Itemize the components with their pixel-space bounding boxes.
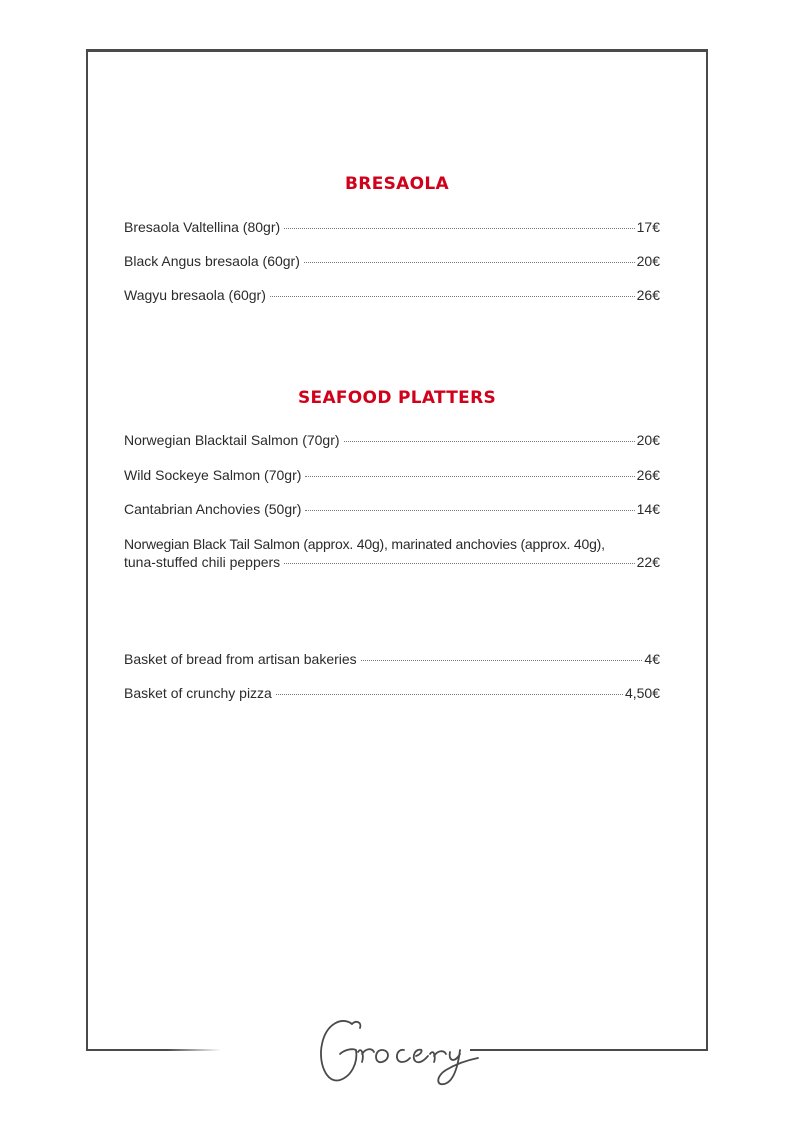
menu-item bbox=[124, 466, 660, 484]
item-name-line2: tuna-stuffed chili peppers bbox=[124, 554, 281, 570]
item-price: 26€ bbox=[636, 467, 660, 483]
item-price: 20€ bbox=[636, 253, 660, 269]
menu-item bbox=[124, 535, 660, 571]
item-price: 26€ bbox=[636, 287, 660, 303]
item-name: Wild Sockeye Salmon (70gr) bbox=[124, 467, 302, 483]
dot-leader bbox=[270, 296, 635, 297]
item-price: 4,50€ bbox=[624, 685, 660, 701]
menu-item bbox=[124, 218, 660, 236]
item-price: 17€ bbox=[636, 219, 660, 235]
menu-item bbox=[124, 684, 660, 702]
item-price: 14€ bbox=[636, 501, 660, 517]
grocery-signature-logo bbox=[312, 1010, 480, 1090]
dot-leader bbox=[305, 510, 634, 511]
frame-bottom-right-line bbox=[470, 1049, 708, 1051]
menu-item bbox=[124, 252, 660, 270]
frame-bottom-left-line bbox=[86, 1049, 221, 1051]
item-price: 20€ bbox=[636, 432, 660, 448]
dot-leader bbox=[305, 476, 634, 477]
dot-leader bbox=[284, 228, 634, 229]
dot-leader bbox=[304, 262, 635, 263]
item-name: Basket of crunchy pizza bbox=[124, 685, 272, 701]
menu-item bbox=[124, 431, 660, 449]
section-title-bresaola: BRESAOLA bbox=[345, 174, 449, 194]
menu-item bbox=[124, 650, 660, 668]
item-price: 22€ bbox=[636, 554, 660, 570]
dot-leader bbox=[361, 660, 643, 661]
dot-leader bbox=[284, 563, 634, 564]
dot-leader bbox=[344, 441, 635, 442]
menu-item bbox=[124, 286, 660, 304]
item-name-line1: Norwegian Black Tail Salmon (approx. 40g), marinated anchovies (approx. 40g), bbox=[124, 536, 605, 552]
item-name: Norwegian Blacktail Salmon (70gr) bbox=[124, 432, 340, 448]
section-title-seafood-platters: SEAFOOD PLATTERS bbox=[297, 388, 497, 408]
item-name: Cantabrian Anchovies (50gr) bbox=[124, 501, 302, 517]
item-name: Black Angus bresaola (60gr) bbox=[124, 253, 300, 269]
item-price: 4€ bbox=[644, 651, 660, 667]
item-name: Bresaola Valtellina (80gr) bbox=[124, 219, 281, 235]
item-line2 bbox=[124, 553, 660, 571]
dot-leader bbox=[276, 694, 623, 695]
item-name: Wagyu bresaola (60gr) bbox=[124, 287, 266, 303]
menu-item bbox=[124, 500, 660, 518]
item-name: Basket of bread from artisan bakeries bbox=[124, 651, 357, 667]
